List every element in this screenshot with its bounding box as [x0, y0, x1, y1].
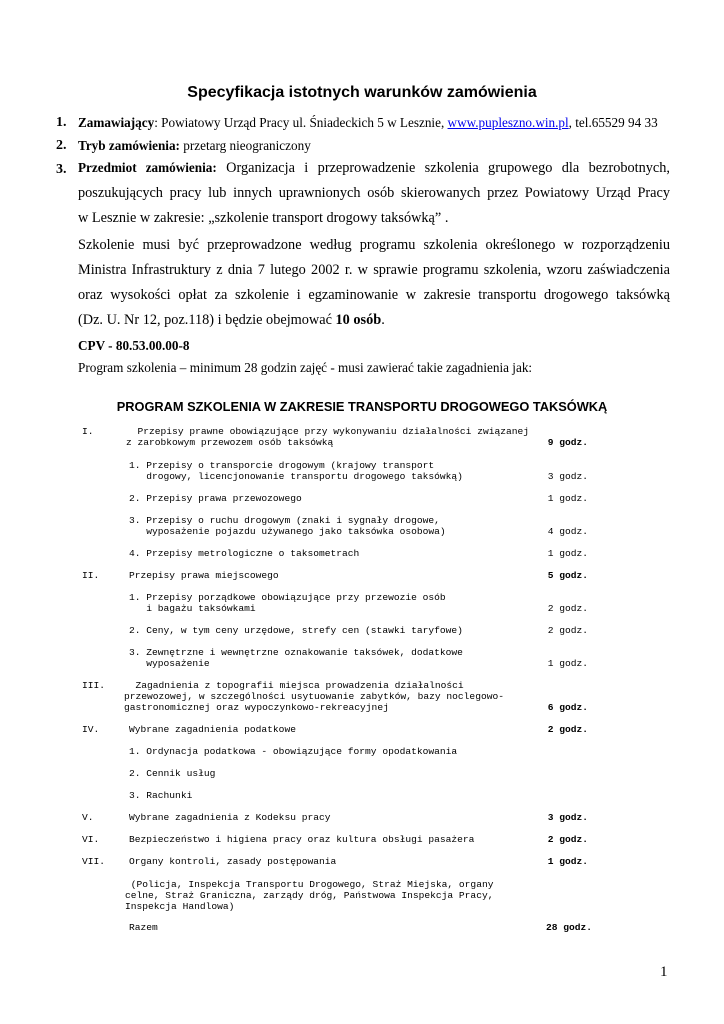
subsection-1-4-hours: 1 godz.	[547, 548, 588, 559]
section-2-hours: 5 godz.	[547, 570, 588, 581]
subsection-1-3-line-2: wyposażenie pojazdu używanego jako taksówka osobowa)	[129, 526, 446, 537]
item-3-line-1	[78, 160, 670, 177]
section-number-3: III.	[82, 680, 106, 691]
item-3-line-3: w Lesznie w zakresie: „szkolenie transport drogowy taksówką” .	[78, 210, 449, 226]
item-2-text	[78, 138, 311, 154]
section-3-line-3: gastronomicznej oraz wypoczynkowo-rekreacyjnej	[124, 702, 389, 713]
section-3-hours: 6 godz.	[547, 702, 588, 713]
subsection-1-3-hours: 4 godz.	[547, 526, 588, 537]
paragraph-line-4-text: (Dz. U. Nr 12, poz.118) i będzie obejmować	[78, 312, 336, 328]
section-6-hours: 2 godz.	[547, 834, 588, 845]
section-2-title: Przepisy prawa miejscowego	[129, 570, 279, 581]
item-3-body-1: Organizacja i przeprowadzenie szkolenia grupowego dla bezrobotnych,	[216, 160, 670, 176]
section-number-4: IV.	[82, 724, 100, 735]
item-1-label: Zamawiający	[78, 115, 155, 130]
paragraph-end: .	[381, 312, 385, 328]
section-3-line-1: Zagadnienia z topografii miejsca prowadzenia działalności	[124, 680, 464, 691]
subsection-1-4: 4. Przepisy metrologiczne o taksometrach	[129, 548, 360, 559]
section-number-2: II.	[82, 570, 100, 581]
item-2-label: Tryb zamówienia:	[78, 138, 180, 153]
subsection-2-1-line-2: i bagażu taksówkami	[129, 603, 256, 614]
website-link[interactable]: www.pupleszno.win.pl	[447, 115, 569, 130]
section-1-line-1: Przepisy prawne obowiązujące przy wykonywaniu działalności związanej	[126, 426, 530, 437]
subsection-2-3-line-1: 3. Zewnętrzne i wewnętrzne oznakowanie taksówek, dodatkowe	[129, 647, 463, 658]
section-6-title: Bezpieczeństwo i higiena pracy oraz kultura obsługi pasażera	[129, 834, 475, 845]
subsection-1-2: 2. Przepisy prawa przewozowego	[129, 493, 302, 504]
total-hours: 28 godz.	[545, 922, 592, 933]
subsection-2-3-line-2: wyposażenie	[129, 658, 210, 669]
total-label: Razem	[129, 922, 158, 933]
item-number-3: 3.	[56, 162, 67, 177]
item-3-line-2: poszukujących pracy lub innych uprawnionych osób skierowanych przez Powiatowy Urząd Pracy	[78, 185, 670, 201]
section-1-line-2: z zarobkowym przewozem osób taksówką	[126, 437, 334, 448]
subsection-1-1-line-2: drogowy, licencjonowanie transportu drogowego taksówką)	[129, 471, 463, 482]
item-2-body: przetarg nieograniczony	[179, 138, 311, 153]
subsection-1-2-hours: 1 godz.	[547, 493, 588, 504]
section-number-5: V.	[82, 812, 94, 823]
section-number-7: VII.	[82, 856, 106, 867]
paragraph-line-2: Ministra Infrastruktury z dnia 7 lutego 2002 r. w sprawie programu szkolenia, wzoru zaświadczenia	[78, 262, 670, 278]
subsection-1-1-hours: 3 godz.	[547, 471, 588, 482]
subsection-2-1-hours: 2 godz.	[547, 603, 588, 614]
subsection-2-3-hours: 1 godz.	[547, 658, 588, 669]
page-number: 1	[660, 964, 668, 980]
section-4-title: Wybrane zagadnienia podatkowe	[129, 724, 296, 735]
paragraph-line-1: Szkolenie musi być przeprowadzone według programu szkolenia określonego w rozporządzeniu	[78, 237, 670, 253]
subsection-1-3-line-1: 3. Przepisy o ruchu drogowym (znaki i sygnały drogowe,	[129, 515, 440, 526]
paragraph-line-3: oraz wysokości opłat za szkolenie i egzaminowanie w zakresie transportu drogowego taksówką	[78, 287, 670, 303]
section-number-1: I.	[82, 426, 94, 437]
subsection-1-1-line-1: 1. Przepisy o transporcie drogowym (krajowy transport	[129, 460, 435, 471]
item-1-body: : Powiatowy Urząd Pracy ul. Śniadeckich 5 w Lesznie,	[154, 115, 448, 130]
section-7-note-line-1: (Policja, Inspekcja Transportu Drogowego, Straż Miejska, organy	[125, 879, 494, 890]
subsection-4-3: 3. Rachunki	[129, 790, 193, 801]
section-7-title: Organy kontroli, zasady postępowania	[129, 856, 337, 867]
section-7-note-line-2: celne, Straż Graniczna, zarządy dróg, Państwowa Inspekcja Pracy,	[125, 890, 494, 901]
section-7-hours: 1 godz.	[547, 856, 588, 867]
subsection-2-1-line-1: 1. Przepisy porządkowe obowiązujące przy przewozie osób	[129, 592, 446, 603]
section-7-note-line-3: Inspekcja Handlowa)	[125, 901, 235, 912]
section-3-line-2: przewozowej, w szczególności usytuowanie zabytków, bazy noclegowo-	[124, 691, 504, 702]
item-1-text	[78, 115, 658, 131]
section-5-hours: 3 godz.	[547, 812, 588, 823]
document-title: Specyfikacja istotnych warunków zamówienia	[187, 84, 537, 101]
paragraph-line-4	[78, 312, 385, 329]
section-5-title: Wybrane zagadnienia z Kodeksu pracy	[129, 812, 331, 823]
subsection-2-2-hours: 2 godz.	[547, 625, 588, 636]
item-1-phone: , tel.65529 94 33	[568, 115, 658, 130]
subsection-4-1: 1. Ordynacja podatkowa - obowiązujące formy opodatkowania	[129, 746, 458, 757]
item-number-1: 1.	[56, 115, 67, 130]
section-1-hours: 9 godz.	[547, 437, 588, 448]
subsection-4-2: 2. Cennik usług	[129, 768, 216, 779]
item-number-2: 2.	[56, 138, 67, 153]
cpv-code: CPV - 80.53.00.00-8	[78, 338, 190, 353]
participants-count: 10 osób	[335, 312, 382, 328]
section-number-6: VI.	[82, 834, 100, 845]
item-3-label: Przedmiot zamówienia:	[78, 160, 217, 175]
program-intro: Program szkolenia – minimum 28 godzin zajęć - musi zawierać takie zagadnienia jak:	[78, 360, 533, 375]
subsection-2-2: 2. Ceny, w tym ceny urzędowe, strefy cen (stawki taryfowe)	[129, 625, 463, 636]
section-4-hours: 2 godz.	[547, 724, 588, 735]
program-title: PROGRAM SZKOLENIA W ZAKRESIE TRANSPORTU DROGOWEGO TAKSÓWKĄ	[116, 399, 608, 414]
